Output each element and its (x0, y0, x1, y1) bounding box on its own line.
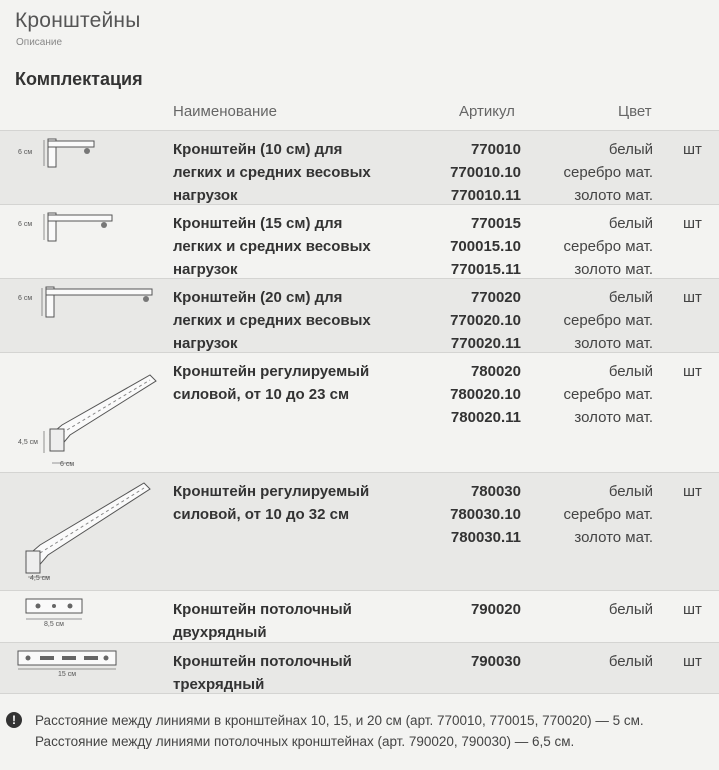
article-numbers: 770010 770010.10 770010.11 (450, 141, 521, 204)
color-options: белый серебро мат. золото мат. (563, 141, 653, 204)
unit-label: шт (683, 653, 702, 670)
article-numbers: 780020 780020.10 780020.11 (450, 363, 521, 426)
page-title: Кронштейны (15, 9, 141, 32)
table-row (0, 352, 719, 472)
ceiling-bracket-three-row-illustration (0, 643, 168, 693)
dimension-label: 6 см (18, 149, 33, 156)
dimension-label: 6 см (18, 295, 33, 302)
article-numbers: 790030 (470, 653, 521, 670)
article-numbers: 780030 780030.10 780030.11 (450, 483, 521, 546)
dimension-label: 6 см (60, 461, 75, 468)
table-row (0, 590, 719, 642)
color-options: белый серебро мат. золото мат. (563, 215, 653, 278)
color-options: белый серебро мат. золото мат. (563, 363, 653, 426)
section-heading: Комплектация (15, 69, 143, 89)
bracket-10cm-illustration (0, 131, 168, 204)
product-name: Кронштейн (15 см) для легких и средних весовых нагрузок (173, 215, 371, 278)
color-options: белый серебро мат. золото мат. (563, 289, 653, 352)
product-name: Кронштейн (20 см) для легких и средних весовых нагрузок (173, 289, 371, 352)
bracket-15cm-illustration (0, 205, 168, 278)
header-color: Цвет (618, 103, 652, 120)
table-row (0, 130, 719, 204)
header-name: Наименование (173, 103, 277, 120)
footnote-line: Расстояние между линиями потолочных кронштейнах (арт. 790020, 790030) — 6,5 см. (35, 734, 575, 749)
unit-label: шт (683, 289, 702, 306)
table-row (0, 278, 719, 352)
article-numbers: 770020 770020.10 770020.11 (450, 289, 521, 352)
ceiling-bracket-two-row-illustration (0, 591, 168, 642)
page-subtitle: Описание (16, 37, 63, 48)
product-name: Кронштейн регулируемый силовой, от 10 до 23 см (173, 363, 370, 403)
dimension-label: 4,5 см (18, 439, 38, 446)
table-row (0, 472, 719, 590)
unit-label: шт (683, 483, 702, 500)
header-article: Артикул (459, 103, 515, 120)
color-options: белый (608, 653, 653, 670)
article-numbers: 790020 (470, 601, 521, 618)
unit-label: шт (683, 141, 702, 158)
product-name: Кронштейн потолочный двухрядный (173, 601, 352, 641)
info-icon: ! (6, 712, 22, 728)
product-table (0, 130, 719, 694)
unit-label: шт (683, 363, 702, 380)
product-name: Кронштейн регулируемый силовой, от 10 до 32 см (173, 483, 370, 523)
unit-label: шт (683, 601, 702, 618)
product-name: Кронштейн потолочный трехрядный (173, 653, 352, 693)
footnote-line: Расстояние между линиями в кронштейнах 10, 15, и 20 см (арт. 770010, 770015, 770020) — 5 см. (35, 713, 644, 728)
dimension-label: 15 см (58, 671, 77, 678)
color-options: белый (608, 601, 653, 618)
table-row (0, 642, 719, 694)
adjustable-bracket-32cm-illustration (0, 473, 168, 590)
bracket-20cm-illustration (0, 279, 168, 352)
product-name: Кронштейн (10 см) для легких и средних весовых нагрузок (173, 141, 371, 204)
dimension-label: 8,5 см (44, 621, 64, 628)
color-options: белый серебро мат. золото мат. (563, 483, 653, 546)
dimension-label: 6 см (18, 221, 33, 228)
article-numbers: 770015 700015.10 770015.11 (450, 215, 521, 278)
dimension-label: 4,5 см (30, 575, 50, 582)
table-row (0, 204, 719, 278)
unit-label: шт (683, 215, 702, 232)
adjustable-bracket-23cm-illustration (0, 353, 168, 472)
table-header (0, 100, 719, 128)
